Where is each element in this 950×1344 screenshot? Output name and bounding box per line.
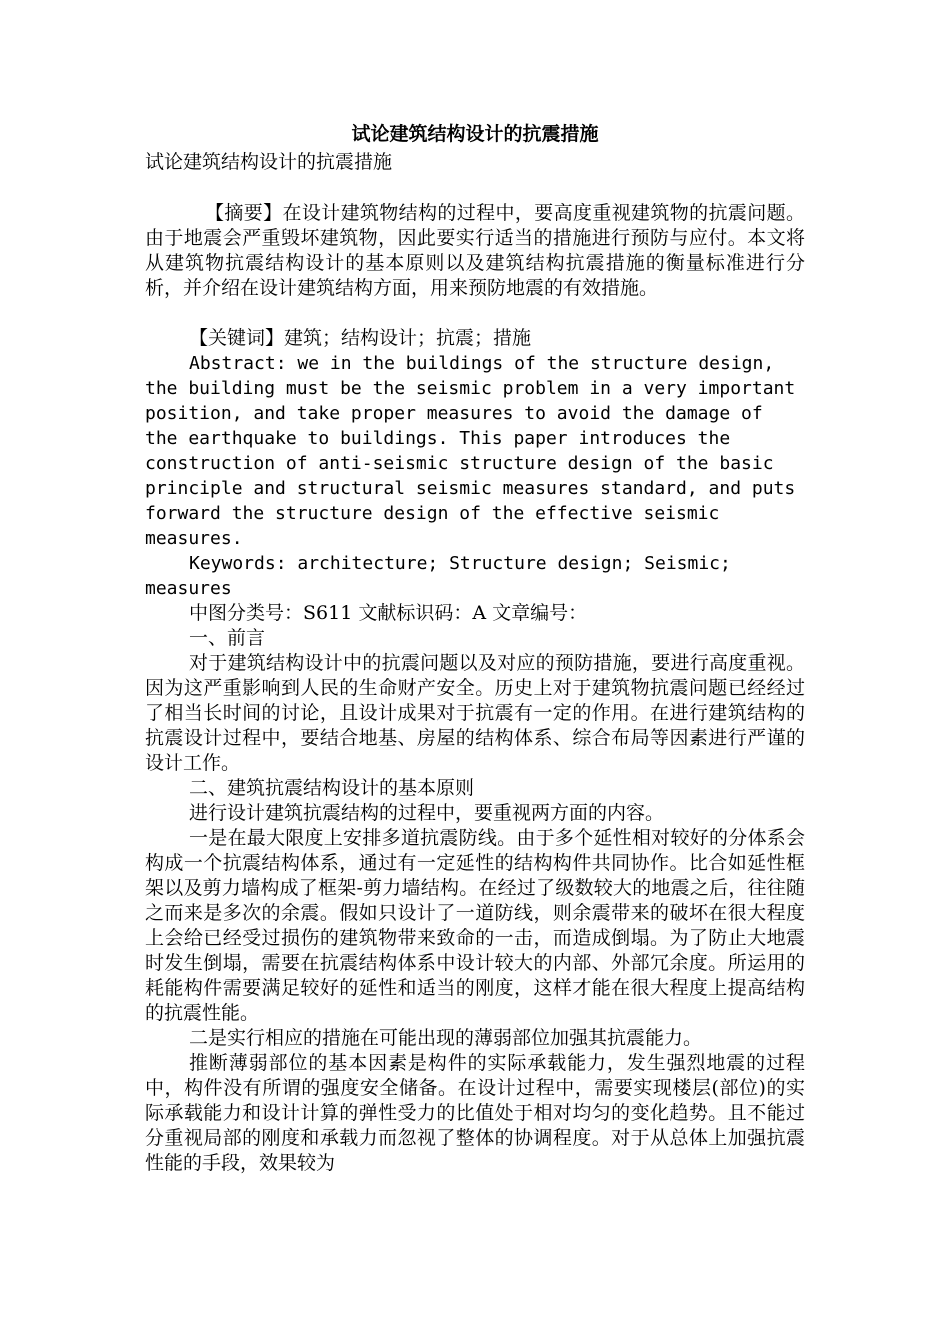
section2-paragraph-1: 进行设计建筑抗震结构的过程中，要重视两方面的内容。 [189, 802, 665, 824]
document-title: 试论建筑结构设计的抗震措施 [351, 123, 599, 145]
abstract-en-paragraph: Abstract: we in the buildings of the structure design, the building must be the seismic problem in a very important position, and take proper measures to avoid the damage of the earthquake to buildings. This paper introduces the construction of anti-seismic structure design of the basic principle and structural seismic measures standard, and puts forward the structure design of the effective seismic measures. [145, 353, 796, 549]
document-subtitle: 试论建筑结构设计的抗震措施 [145, 151, 393, 173]
blank-line [145, 301, 805, 326]
section2-paragraph-3: 二是实行相应的措施在可能出现的薄弱部位加强其抗震能力。 [189, 1027, 703, 1049]
section2-paragraph-2: 一是在最大限度上安排多道抗震防线。由于多个延性相对较好的分体系会构成一个抗震结构体系，通过有一定延性的结构构件共同协作。比合如延性框架以及剪力墙构成了框架-剪力墙结构。在经过了级数较大的地震之后，往往随之而来是多次的余震。假如只设计了一道防线，则余震带来的破坏在很大程度上会给已经受过损伤的建筑物带来致命的一击，而造成倒塌。为了防止大地震时发生倒塌，需要在抗震结构体系中设计较大的内部、外部冗余度。所运用的耗能构件需要满足较好的延性和适当的刚度，这样才能在很大程度上提高结构的抗震性能。 [145, 827, 805, 1024]
keywords-paragraph: 【关键词】建筑；结构设计；抗震；措施 [189, 327, 532, 349]
section1-heading: 一、前言 [189, 627, 266, 649]
section1-paragraph-1: 对于建筑结构设计中的抗震问题以及对应的预防措施，要进行高度重视。因为这严重影响到人民的生命财产安全。历史上对于建筑物抗震问题已经经过了相当长时间的讨论，且设计成果对于抗震有一定的作用。在进行建筑结构的抗震设计过程中，要结合地基、房屋的结构体系、综合布局等因素进行严谨的设计工作。 [145, 652, 805, 774]
document-page [145, 120, 805, 1176]
blank-line [145, 176, 805, 201]
section2-paragraph-4: 推断薄弱部位的基本因素是构件的实际承载能力，发生强烈地震的过程中，构件没有所谓的强度安全储备。在设计过程中，需要实现楼层(部位)的实际承载能力和设计计算的弹性受力的比值处于相对均匀的变化趋势。且不能过分重视局部的刚度和承载力而忽视了整体的协调程度。对于从总体上加强抗震性能的手段，效果较为 [145, 1052, 805, 1174]
keywords-en-paragraph: Keywords: architecture; Structure design; Seismic; measures [145, 553, 731, 599]
section2-heading: 二、建筑抗震结构设计的基本原则 [189, 777, 475, 799]
classification-line: 中图分类号：S611 文献标识码：A 文章编号： [189, 602, 588, 624]
abstract-paragraph: 【摘要】在设计建筑物结构的过程中，要高度重视建筑物的抗震问题。由于地震会严重毁坏建筑物，因此要实行适当的措施进行预防与应付。本文将从建筑物抗震结构设计的基本原则以及建筑结构抗震措施的衡量标准进行分析，并介绍在设计建筑结构方面，用来预防地震的有效措施。 [145, 202, 805, 299]
